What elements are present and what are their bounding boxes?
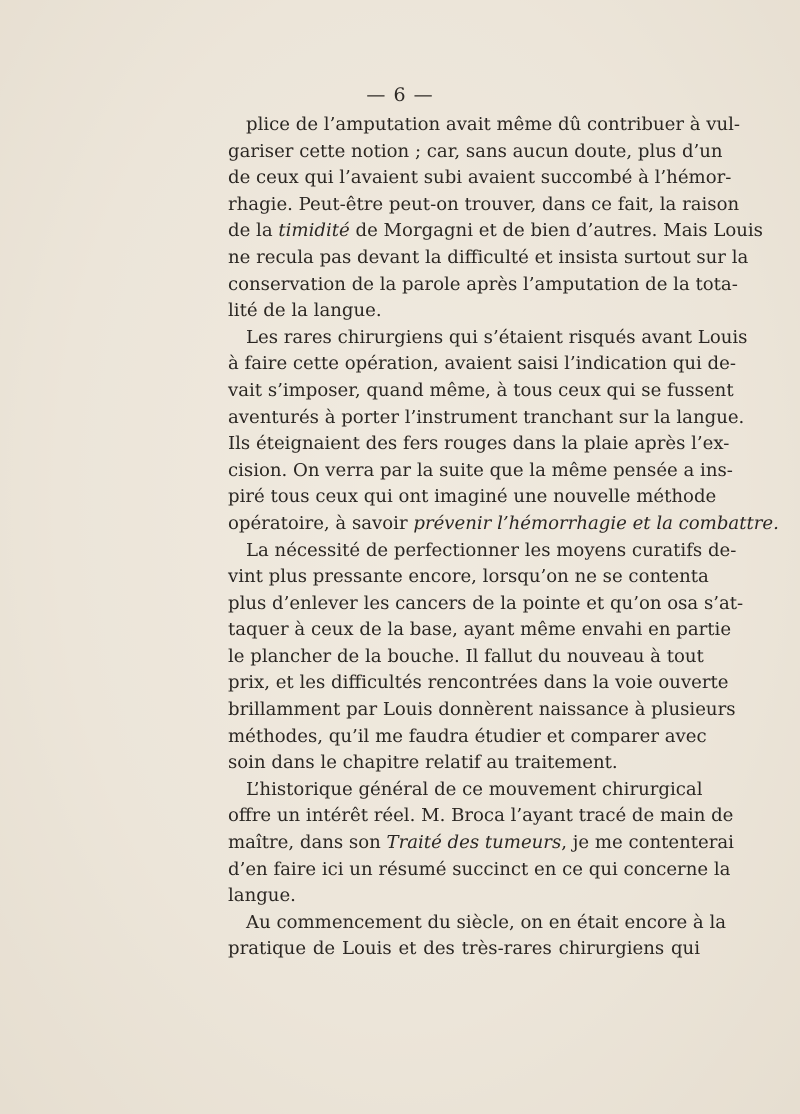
italic-text: timidité	[278, 220, 350, 242]
text-line: cision. On verra par la suite que la même pensée a ins-	[228, 459, 733, 481]
italic-text: Traité des tumeurs	[386, 832, 562, 854]
text-line: Au commencement du siècle, on en était encore à la	[246, 911, 727, 933]
text-line: de la timidité de Morgagni et de bien d’autres. Mais Louis	[228, 220, 763, 242]
text-line: gariser cette notion ; car, sans aucun doute, plus d’un	[228, 140, 723, 162]
page-number: — 6 —	[366, 84, 434, 106]
text-line: conservation de la parole après l’amputation de la tota-	[228, 273, 738, 295]
text-line: rhagie. Peut-être peut-on trouver, dans ce fait, la raison	[228, 193, 740, 215]
text-line: à faire cette opération, avaient saisi l’indication qui de-	[228, 353, 736, 375]
text-line: d’en faire ici un résumé succinct en ce qui concerne la	[228, 858, 731, 880]
text-line: offre un intérêt réel. M. Broca l’ayant tracé de main de	[228, 805, 734, 827]
text-line: Les rares chirurgiens qui s’étaient risqués avant Louis	[246, 326, 748, 348]
text-line: ne recula pas devant la difficulté et insista surtout sur la	[228, 246, 749, 268]
text-line: langue.	[228, 885, 296, 907]
text-line: plice de l’amputation avait même dû contribuer à vul-	[246, 114, 741, 135]
text-line: méthodes, qu’il me faudra étudier et comparer avec	[228, 725, 707, 747]
body-text	[228, 112, 779, 963]
text-line: le plancher de la bouche. Il fallut du nouveau à tout	[228, 645, 704, 667]
text-line: soin dans le chapitre relatif au traitement.	[228, 752, 618, 774]
text-line: de ceux qui l’avaient subi avaient succombé à l’hémor-	[228, 167, 732, 189]
text-line: brillamment par Louis donnèrent naissance à plusieurs	[228, 699, 736, 721]
text-line: taquer à ceux de la base, ayant même envahi en partie	[228, 619, 732, 641]
text-line: Ils éteignaient des fers rouges dans la plaie après l’ex-	[228, 433, 730, 455]
text-line: aventurés à porter l’instrument tranchant sur la langue.	[228, 406, 745, 428]
text-line: vint plus pressante encore, lorsqu’on ne se contenta	[228, 566, 709, 588]
text-line: plus d’enlever les cancers de la pointe et qu’on osa s’at-	[228, 592, 744, 614]
text-line: piré tous ceux qui ont imaginé une nouvelle méthode	[228, 486, 717, 508]
text-line: La nécessité de perfectionner les moyens curatifs de-	[246, 539, 737, 561]
text-line: maître, dans son Traité des tumeurs, je me contenterai	[228, 832, 734, 854]
text-line: pratique de Louis et des très-rares chirurgiens qui	[228, 938, 700, 960]
text-line: L’historique général de ce mouvement chirurgical	[246, 778, 703, 800]
text-line: prix, et les difficultés rencontrées dans la voie ouverte	[228, 672, 729, 694]
text-line: vait s’imposer, quand même, à tous ceux qui se fussent	[228, 379, 734, 401]
italic-text: prévenir l’hémorrhagie et la combattre.	[413, 512, 779, 534]
text-line: lité de la langue.	[228, 300, 382, 322]
text-line: opératoire, à savoir prévenir l’hémorrhagie et la combattre.	[228, 512, 779, 534]
